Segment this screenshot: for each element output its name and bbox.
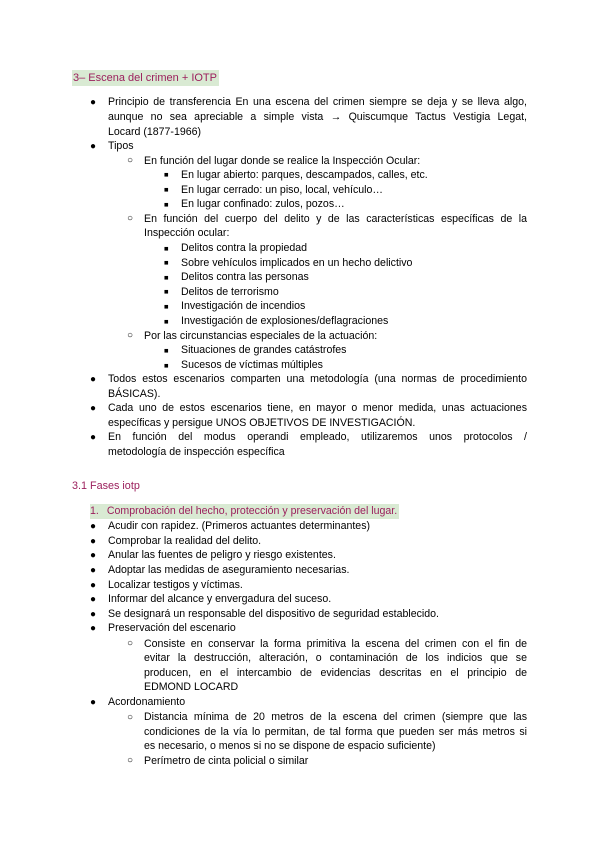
list-item: Delitos de terrorismo (181, 286, 279, 298)
paragraph-line: Cada uno de estos escenarios tiene, en mayor o menor medida, unas actuaciones (108, 402, 527, 414)
list-item: Sobre vehículos implicados en un hecho delictivo (181, 257, 413, 269)
square-bullet-icon (164, 360, 169, 371)
bullet-icon (90, 374, 96, 385)
paragraph-line: BÁSICAS). (108, 388, 161, 400)
bullet-icon (90, 403, 96, 414)
bullet-icon (90, 536, 96, 547)
list-item: Perímetro de cinta policial o similar (144, 755, 309, 767)
square-bullet-icon (164, 286, 169, 297)
list-item: Tipos (108, 140, 134, 152)
circle-bullet-icon (127, 155, 133, 166)
bullet-icon (90, 565, 96, 576)
bullet-icon (90, 697, 96, 708)
circle-bullet-icon (127, 638, 133, 649)
paragraph-line: producen, en el intercambio de evidencias descritas en el principio de (144, 667, 527, 679)
square-bullet-icon (164, 316, 169, 327)
circle-bullet-icon (127, 712, 133, 723)
square-bullet-icon (164, 272, 169, 283)
paragraph-line: Principio de transferencia En una escena del crimen siempre se deja y se lleva algo, (108, 96, 527, 108)
list-item: Por las circunstancias especiales de la actuación: (144, 330, 378, 342)
list-item: Investigación de incendios (181, 300, 306, 312)
list-item: En función del lugar donde se realice la Inspección Ocular: (144, 155, 421, 167)
section-3-1-heading: 3.1 Fases iotp (72, 480, 140, 492)
list-item: Inspección ocular: (144, 227, 230, 239)
paragraph-line: EDMOND LOCARD (144, 681, 239, 693)
square-bullet-icon (164, 301, 169, 312)
square-bullet-icon (164, 184, 169, 195)
list-item: Localizar testigos y víctimas. (108, 579, 243, 591)
list-item: Delitos contra la propiedad (181, 242, 308, 254)
list-item: Anular las fuentes de peligro y riesgo existentes. (108, 549, 336, 561)
paragraph-line: metodología de inspección específica (108, 446, 285, 458)
paragraph-line: condiciones de la vía lo permitan, de tal forma que pueden ser más metros si (144, 726, 527, 738)
list-item: En lugar confinado: zulos, pozos… (181, 198, 345, 210)
paragraph-line: Todos estos escenarios comparten una metodología (una normas de procedimiento (108, 373, 527, 385)
circle-bullet-icon (127, 330, 133, 341)
paragraph-line: específicas y persigue UNOS OBJETIVOS DE INVESTIGACIÓN. (108, 417, 416, 429)
paragraph-line: Consiste en conservar la forma primitiva la escena del crimen con el fin de (144, 638, 527, 650)
list-item: Acordonamiento (108, 696, 186, 708)
section-3-heading: 3– Escena del crimen + IOTP (73, 72, 217, 84)
list-item: Adoptar las medidas de aseguramiento necesarias. (108, 564, 350, 576)
paragraph-line: evitar la destrucción, alteración, o contaminación de los indicios que se (144, 652, 527, 664)
list-item: Comprobar la realidad del delito. (108, 535, 262, 547)
numbered-item (90, 504, 399, 519)
item-text: Comprobación del hecho, protección y preservación del lugar. (106, 505, 398, 517)
paragraph-line: Distancia mínima de 20 metros de la escena del crimen (siempre que las (144, 711, 527, 723)
paragraph-line: es necesario, o menos si no se dispone de espacio suficiente) (144, 740, 436, 752)
list-item: Situaciones de grandes catástrofes (181, 344, 347, 356)
list-item: Sucesos de víctimas múltiples (181, 359, 323, 371)
square-bullet-icon (164, 169, 169, 180)
item-number: 1. (90, 505, 99, 517)
bullet-icon (90, 141, 96, 152)
bullet-icon (90, 521, 96, 532)
list-item: Investigación de explosiones/deflagraciones (181, 315, 389, 327)
bullet-icon (90, 609, 96, 620)
list-item: Informar del alcance y envergadura del suceso. (108, 593, 332, 605)
paragraph-line: Locard (1877-1966) (108, 126, 202, 138)
square-bullet-icon (164, 199, 169, 210)
list-item: En lugar abierto: parques, descampados, calles, etc. (181, 169, 428, 181)
bullet-icon (90, 594, 96, 605)
bullet-icon (90, 550, 96, 561)
square-bullet-icon (164, 243, 169, 254)
paragraph-line: En función del modus operandi empleado, utilizaremos unos protocolos / (108, 431, 527, 443)
list-item: Delitos contra las personas (181, 271, 309, 283)
list-item: Preservación del escenario (108, 622, 236, 634)
square-bullet-icon (164, 257, 169, 268)
list-item: En lugar cerrado: un piso, local, vehículo… (181, 184, 383, 196)
list-item: Acudir con rapidez. (Primeros actuantes determinantes) (108, 520, 371, 532)
circle-bullet-icon (127, 755, 133, 766)
bullet-icon (90, 580, 96, 591)
bullet-icon (90, 432, 96, 443)
paragraph-line: aunque no sea apreciable a simple vista → Quiscumque Tactus Vestigia Legat, (108, 111, 527, 123)
circle-bullet-icon (127, 213, 133, 224)
bullet-icon (90, 97, 96, 108)
list-item: Se designará un responsable del dispositivo de seguridad establecido. (108, 608, 439, 620)
square-bullet-icon (164, 345, 169, 356)
bullet-icon (90, 623, 96, 634)
list-item: En función del cuerpo del delito y de las características específicas de la (144, 213, 527, 225)
